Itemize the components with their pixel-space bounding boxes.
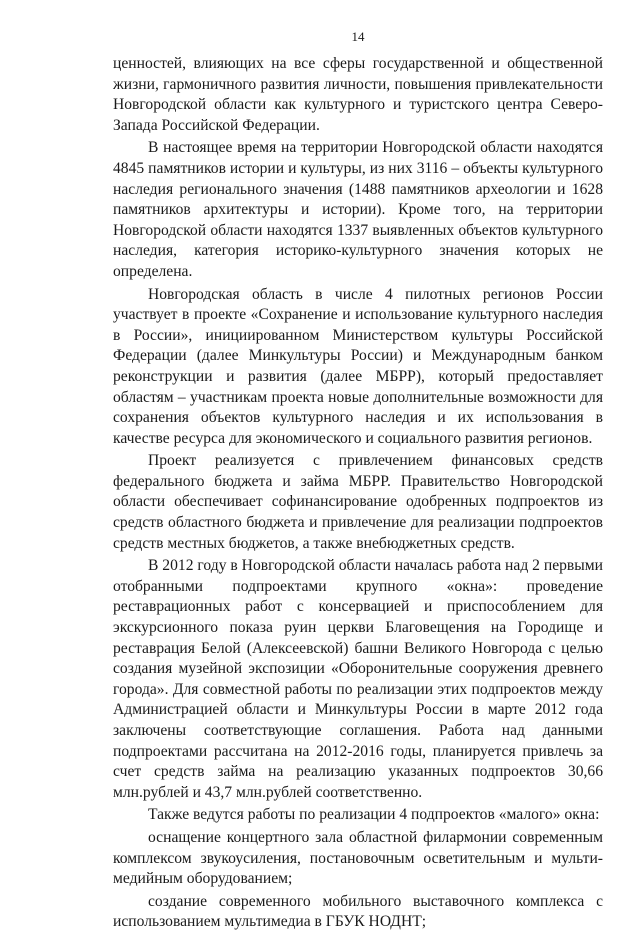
page-number: 14 [351,29,365,44]
paragraph-7: оснащение концертного зала областной филармонии современным комплексом звукоусиления, постановочным осветительным и мульти-медийным оборудованием; [113,828,603,888]
paragraph-3: Новгородская область в числе 4 пилотных регионов России участвует в проекте «Сохранение и использование культурного наследия в России», инициированном Министерством культуры Российской Федерации (далее Минкультуры России) и Международным банком реконструкции и развития (далее МБРР), который предоставляет областям – участникам проекта новые дополнительные возможности для сохранения объектов культурного наследия и их использования в качестве ресурса для экономического и социального развития регионов. [113,285,603,447]
paragraph-5: В 2012 году в Новгородской области началась работа над 2 первыми отобранными подпроектами крупного «окна»: проведение реставрационных работ с консервацией и приспособлением для экскурсионного показа руин церкви Благовещения на Городище и реставрация Белой (Алексеевской) башни Великого Новгорода с целью создания музейной экспозиции «Оборонительные сооружения древнего города». Для совместной работы по реализации этих подпроектов между Администрацией области и Минкультуры России в марте 2012 года заключены соответствующие соглашения. Работа над данными подпроектами рассчитана на 2012-2016 годы, планируется привлечь за счет средств займа на реализацию указанных подпроектов 30,66 млн.рублей и 43,7 млн.рублей соответственно. [113,557,603,801]
document-page [113,28,603,935]
paragraph-8: создание современного мобильного выставочного комплекса с использованием мультимедиа в ГБУК НОДНТ; [113,892,603,931]
paragraph-4: Проект реализуется с привлечением финансовых средств федерального бюджета и займа МБРР. Правительство Новгородской области обеспечивает софинансирование одобренных подпроектов из средств областного бюджета и привлечение для реализации подпроектов средств местных бюджетов, а также внебюджетных средств. [113,452,603,552]
paragraph-2: В настоящее время на территории Новгородской области находятся 4845 памятников истории и культуры, из них 3116 – объекты культурного наследия регионального значения (1488 памятников археологии и 1628 памятников архитектуры и истории). Кроме того, на территории Новгородской области находятся 1337 выявленных объектов культурного наследия, категория историко-культурного значения которых не определена. [113,139,603,280]
paragraph-1: ценностей, влияющих на все сферы государственной и общественной жизни, гармоничного развития личности, повышения привлекательности Новгородской области как культурного и туристского центра Северо-Запада Российской Федерации. [113,55,603,134]
paragraph-6: Также ведутся работы по реализации 4 подпроектов «малого» окна: [148,806,600,824]
